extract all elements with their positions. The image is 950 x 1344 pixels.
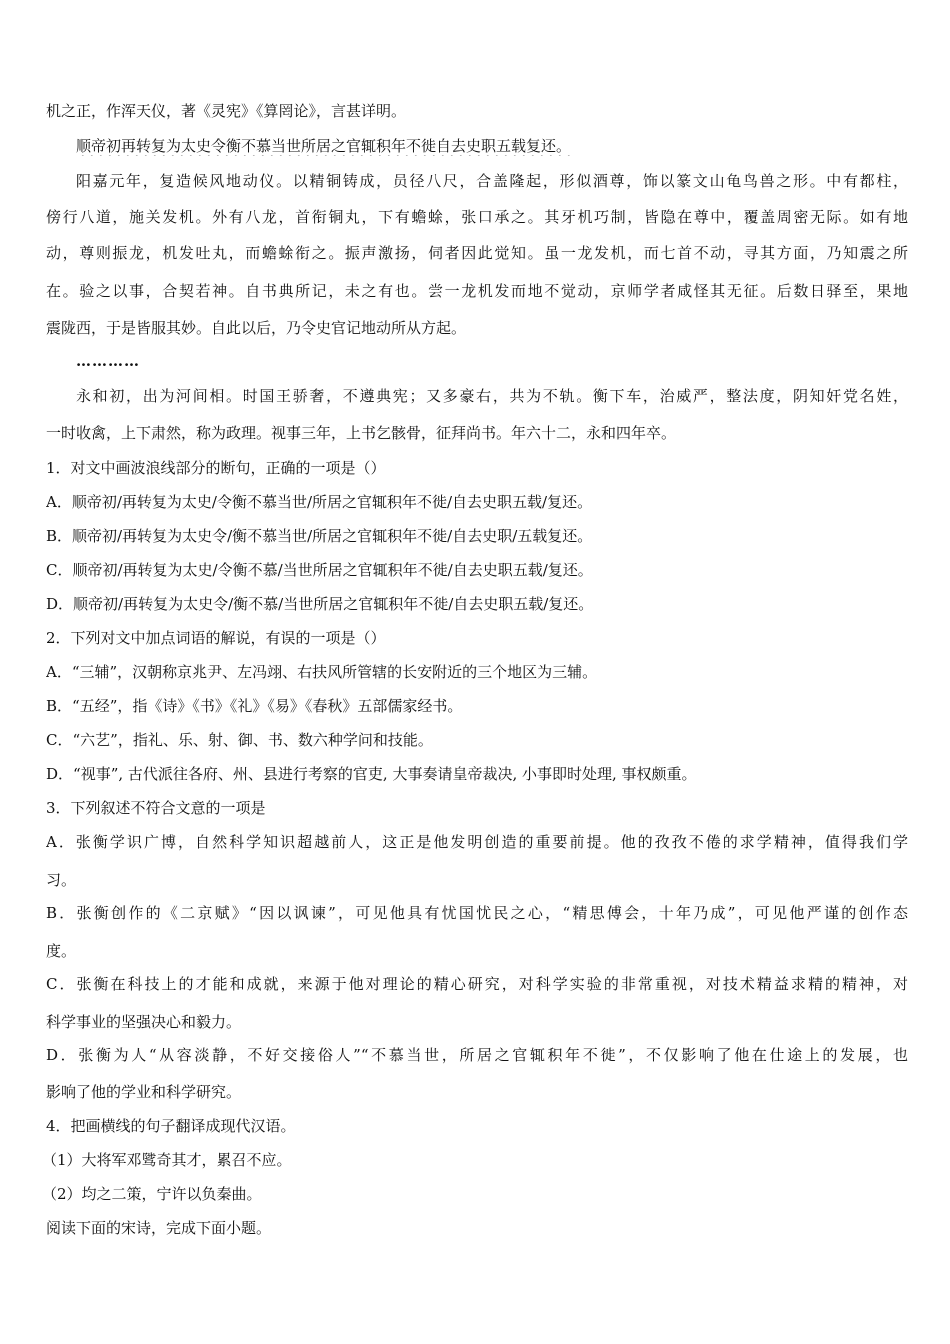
question-1-option-a: A．顺帝初/再转复为太史/令衡不慕当世/所居之官辄积年不徙/自去史职五载/复还。 [46, 493, 593, 511]
question-2-option-d: D．“视事”, 古代派往各府、州、县进行考察的官吏, 大事奏请皇帝裁决, 小事即时处理, 事权颇重。 [46, 765, 697, 783]
passage-line: 震陇西，于是皆服其妙。自此以后，乃令史官记地动所从方起。 [46, 319, 467, 337]
passage-line: 永和初，出为河间相。时国王骄奢，不遵典宪；又多豪右，共为不轨。衡下车，治威严，整法度，阴知奸党名姓， [76, 387, 908, 405]
question-1-option-d: D．顺帝初/再转复为太史令/衡不慕/当世所居之官辄积年不徙/自去史职五载/复还。 [46, 595, 594, 613]
question-4-item-1: （1）大将军邓骘奇其才，累召不应。 [42, 1151, 292, 1169]
passage-line: 机之正，作浑天仪，著《灵宪》《算罔论》，言甚详明。 [46, 102, 407, 120]
wavy-underlined-sentence [76, 136, 908, 156]
question-3-option-d-cont: 影响了他的学业和科学研究。 [46, 1083, 242, 1101]
passage-line: 在。验之以事，合契若神。自书典所记，未之有也。尝一龙机发而地不觉动，京师学者咸怪其无征。后数日驿至，果地 [46, 282, 908, 300]
question-3-option-b: B．张衡创作的《二京赋》“因以讽谏”，可见他具有忧国忧民之心，“精思傅会，十年乃成”，可见他严谨的创作态 [46, 904, 908, 922]
question-3-stem: 3．下列叙述不符合文意的一项是 [46, 799, 266, 817]
question-2-stem: 2．下列对文中加点词语的解说，有误的一项是（） [46, 629, 386, 647]
question-2-option-c: C．“六艺”，指礼、乐、射、御、书、数六种学问和技能。 [46, 731, 433, 749]
ellipsis: ………… [76, 352, 140, 370]
question-2-option-a: A．“三辅”，汉朝称京兆尹、左冯翊、右扶风所管辖的长安附近的三个地区为三辅。 [46, 663, 598, 681]
passage-line: 动，尊则振龙，机发吐丸，而蟾蜍衔之。振声激扬，伺者因此觉知。虽一龙发机，而七首不动，寻其方面，乃知震之所 [46, 244, 908, 262]
question-4-item-2: （2）均之二策，宁许以负秦曲。 [42, 1185, 262, 1203]
question-3-option-d: D．张衡为人“从容淡静，不好交接俗人”“不慕当世，所居之官辄积年不徙”，不仅影响了他在仕途上的发展，也 [46, 1046, 908, 1064]
question-3-option-c-cont: 科学事业的坚强决心和毅力。 [46, 1013, 242, 1031]
section-instruction: 阅读下面的宋诗，完成下面小题。 [46, 1219, 272, 1237]
wavy-underline-text: 顺帝初再转复为太史令衡不慕当世所居之官辄积年不徙自去史职五载复还。 [76, 137, 572, 155]
passage-line: 傍行八道，施关发机。外有八龙，首衔铜丸，下有蟾蜍，张口承之。其牙机巧制，皆隐在尊中，覆盖周密无际。如有地 [46, 208, 908, 226]
question-3-option-a-cont: 习。 [46, 871, 77, 889]
question-4-stem: 4．把画横线的句子翻译成现代汉语。 [46, 1117, 296, 1135]
passage-line: 阳嘉元年，复造候风地动仪。以精铜铸成，员径八尺，合盖隆起，形似酒尊，饰以篆文山龟鸟兽之形。中有都柱， [76, 172, 908, 190]
question-2-option-b: B．“五经”，指《诗》《书》《礼》《易》《春秋》五部儒家经书。 [46, 697, 463, 715]
question-3-option-a: A．张衡学识广博，自然科学知识超越前人，这正是他发明创造的重要前提。他的孜孜不倦的求学精神，值得我们学 [46, 833, 908, 851]
question-1-stem: 1．对文中画波浪线部分的断句，正确的一项是（） [46, 459, 386, 477]
question-1-option-b: B．顺帝初/再转复为太史令/衡不慕当世/所居之官辄积年不徙/自去史职/五载复还。 [46, 527, 593, 545]
question-1-option-c: C．顺帝初/再转复为太史/令衡不慕/当世所居之官辄积年不徙/自去史职五载/复还。 [46, 561, 593, 579]
question-3-option-c: C．张衡在科技上的才能和成就，来源于他对理论的精心研究，对科学实验的非常重视，对技术精益求精的精神，对 [46, 975, 908, 993]
passage-line: 一时收禽，上下肃然，称为政理。视事三年，上书乞骸骨，征拜尚书。年六十二，永和四年卒。 [46, 424, 677, 442]
question-3-option-b-cont: 度。 [46, 942, 77, 960]
